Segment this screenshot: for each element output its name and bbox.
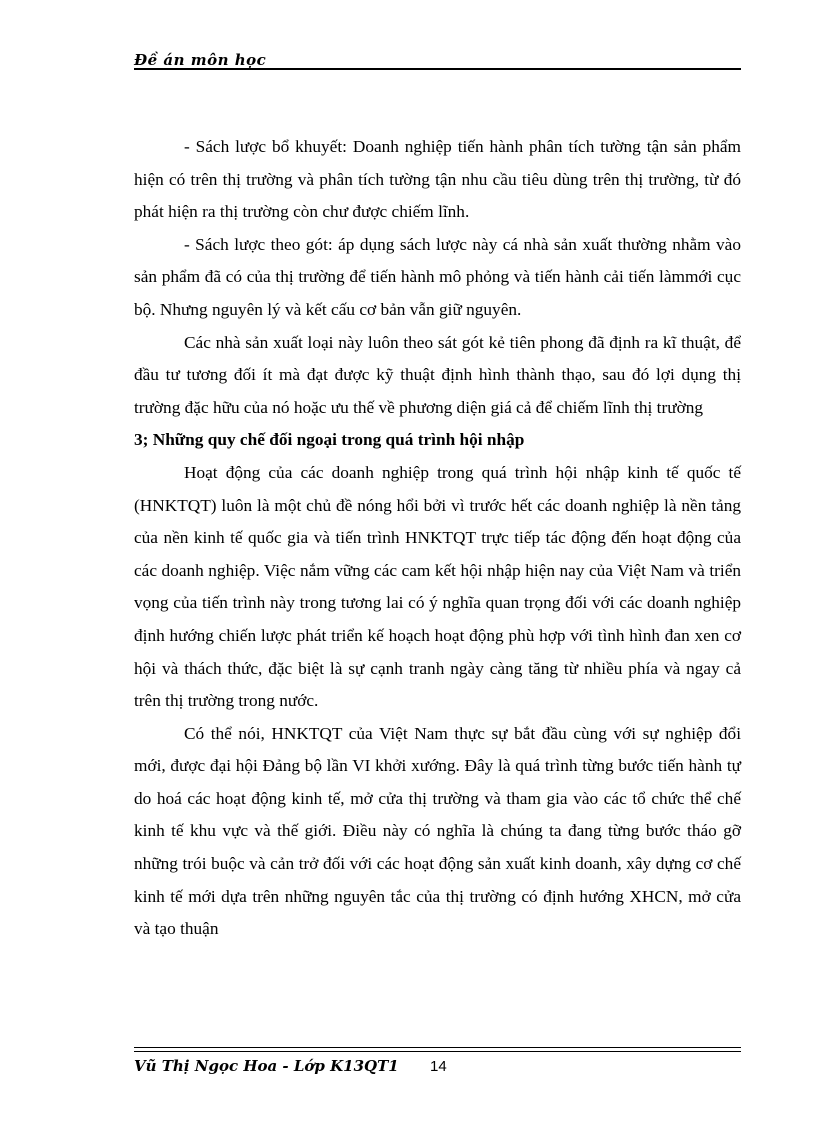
paragraph-follow-strategy: - Sách lược theo gót: áp dụng sách lược này cá nhà sản xuất thường nhằm vào sản phẩm đã có của thị trường để tiến hành mô phỏng và tiến hành cải tiến làmmới cục bộ. Nhưng nguyên lý và kết cấu cơ bản vẫn giữ nguyên. [134, 234, 741, 319]
header-rule [134, 68, 741, 70]
page-number: 14 [430, 1058, 447, 1075]
footer-rule-bottom [134, 1051, 741, 1052]
footer-author: Vũ Thị Ngọc Hoa - Lớp K13QT1 [134, 1057, 399, 1075]
header-title: Đề án môn học [134, 51, 267, 69]
section-heading: 3; Những quy chế đối ngoại trong quá trình hội nhập [134, 430, 525, 450]
paragraph-supplement-strategy: - Sách lược bổ khuyết: Doanh nghiệp tiến hành phân tích tường tận sản phẩm hiện có trên thị trường và phân tích tường tận nhu cầu tiêu dùng trên thị trường, từ đó phát hiện ra thị trường còn chư được chiếm lĩnh. [134, 137, 741, 222]
document-body [134, 131, 741, 946]
paragraph-followers: Các nhà sản xuất loại này luôn theo sát gót kẻ tiên phong đã định ra kĩ thuật, để đầu tư tương đối ít mà đạt được kỹ thuật định hình thành thạo, sau đó lợi dụng thị trường đặc hữu của nó hoặc ưu thế về phương diện giá cả để chiếm lĩnh thị trường [134, 332, 741, 417]
page-footer [134, 1055, 741, 1079]
paragraph-integration-start: Có thể nói, HNKTQT của Việt Nam thực sự bắt đầu cùng với sự nghiệp đổi mới, được đại hội Đảng bộ lần VI khởi xướng. Đây là quá trình từng bước tiến hành tự do hoá các hoạt động kinh tế, mở cửa thị trường và tham gia vào các tổ chức thể chế kinh tế khu vực và thế giới. Điều này có nghĩa là chúng ta đang từng bước tháo gỡ những trói buộc và cản trở đối với các hoạt động sản xuất kinh doanh, xây dựng cơ chế kinh tế mới dựa trên những nguyên tắc của thị trường có định hướng XHCN, mở cửa và tạo thuận [134, 723, 741, 939]
page-header [134, 50, 741, 70]
paragraph-enterprise-activity: Hoạt động của các doanh nghiệp trong quá trình hội nhập kinh tế quốc tế (HNKTQT) luôn là một chủ đề nóng hổi bởi vì trước hết các doanh nghiệp là nền tảng của nền kinh tế quốc gia và tiến trình HNKTQT trực tiếp tác động đến hoạt động của các doanh nghiệp. Việc nắm vững các cam kết hội nhập hiện nay của Việt Nam và triển vọng của tiến trình này trong tương lai có ý nghĩa quan trọng đối với các doanh nghiệp định hướng chiến lược phát triển kế hoạch hoạt động phù hợp với tình hình đan xen cơ hội và thách thức, đặc biệt là sự cạnh tranh ngày càng tăng từ nhiều phía và ngay cả trên thị trường trong nước. [134, 462, 741, 711]
footer-rule-top [134, 1047, 741, 1048]
